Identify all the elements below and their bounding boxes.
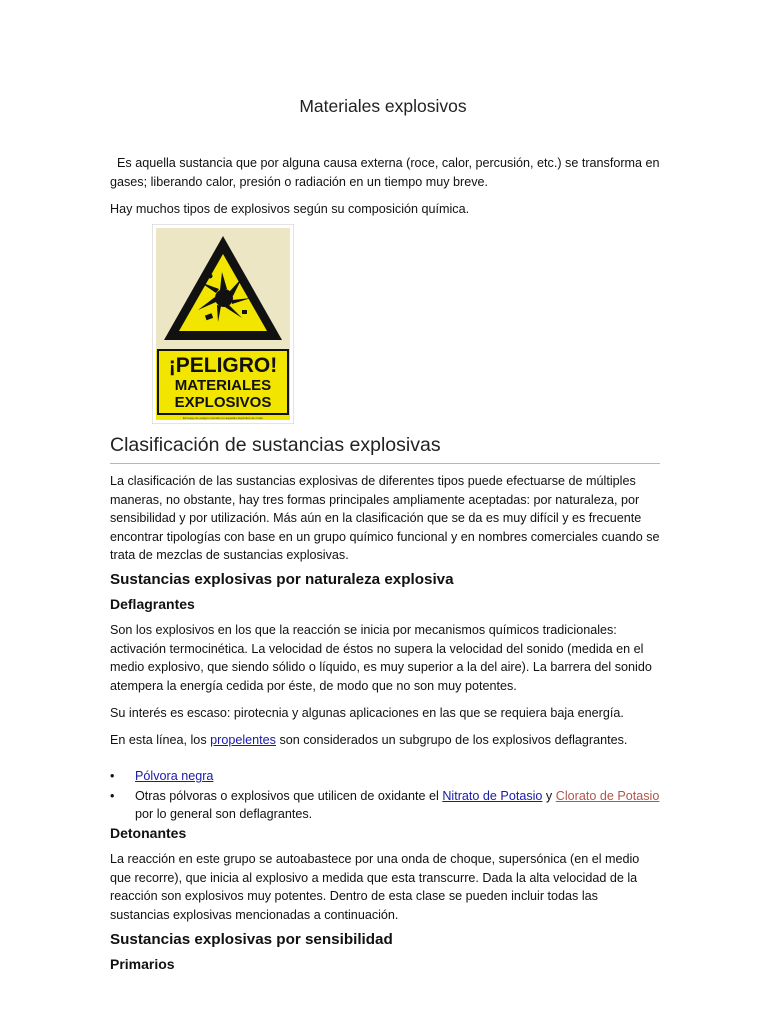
text-segment: son considerados un subgrupo de los explosivos deflagrantes. <box>275 733 628 747</box>
intro-paragraph-2: Hay muchos tipos de explosivos según su composición química. <box>110 202 470 216</box>
text-segment: y <box>542 788 556 803</box>
link-polvora-negra[interactable]: Pólvora negra <box>135 769 214 783</box>
bullet-icon: • <box>110 788 115 803</box>
warning-sign-image <box>152 224 294 424</box>
sign-text-materiales: MATERIALES <box>174 377 272 394</box>
deflagrantes-paragraph: Son los explosivos en los que la reacción se inicia por mecanismos químicos tradicionales: activación termocinética. La velocidad de éstos no supera la velocidad del sonido (medida en el medio explosivo, que siendo sólido o líquido, es muy superior a la del aire). La barrera del sonido atempera la energía cedida por éste, de modo que no son muy potentes. <box>110 623 652 693</box>
deflagrantes-list <box>110 767 663 824</box>
list-item <box>110 767 660 786</box>
deflagrantes-paragraph-3 <box>110 731 660 750</box>
heading-detonantes: Detonantes <box>110 825 187 841</box>
text-segment: Otras pólvoras o explosivos que utilicen de oxidante el <box>135 788 443 803</box>
link-nitrato-de-potasio[interactable]: Nitrato de Potasio <box>442 788 543 803</box>
danger-explosives-sign <box>152 224 294 424</box>
section-paragraph: La clasificación de las sustancias explosivas de diferentes tipos puede efectuarse de múltiples maneras, no obstante, hay tres formas principales ampliamente aceptadas: por naturaleza, por sensibilidad y por utilización. Más aún en la clasificación que se da es muy difícil y es frecuente encontrar tipologías con base en un grupo químico funcional y en nombres comerciales cuando se trata de mezclas de sustancias explosivas. <box>110 474 660 563</box>
bullet-icon: • <box>110 769 115 783</box>
intro-paragraph: Es aquella sustancia que por alguna causa externa (roce, calor, percusión, etc.) se transforma en gases; liberando calor, presión o radiación en un tiempo muy breve. <box>110 156 664 189</box>
document-title: Materiales explosivos <box>299 96 467 116</box>
subsection-heading-naturaleza: Sustancias explosivas por naturaleza explosiva <box>110 571 454 588</box>
text-segment: por lo general son deflagrantes. <box>135 788 663 822</box>
sign-fine-print: El riesgo de peligro incendio en aquellas depósitos de crudo <box>182 416 264 420</box>
link-propelentes[interactable]: propelentes <box>210 733 276 747</box>
sign-text-peligro: ¡PELIGRO! <box>168 354 278 377</box>
sign-text-explosivos: EXPLOSIVOS <box>174 394 272 411</box>
detonantes-paragraph: La reacción en este grupo se autoabastece por una onda de choque, supersónica (en el medio que recorre), que inicia al explosivo a medida que esta transcurre. Dada la alta velocidad de la reacción son explosivos muy potentes. Dentro de esta clase se pueden incluir todas las sustancias explosivas mencionadas a continuación. <box>110 852 640 922</box>
section-heading: Clasificación de sustancias explosivas <box>110 434 660 464</box>
text-segment: En esta línea, los <box>110 733 211 747</box>
heading-primarios: Primarios <box>110 956 175 972</box>
heading-deflagrantes: Deflagrantes <box>110 596 195 612</box>
link-clorato-de-potasio[interactable]: Clorato de Potasio <box>555 788 660 803</box>
list-item <box>110 787 663 824</box>
deflagrantes-paragraph-2: Su interés es escaso: pirotecnia y algunas aplicaciones en las que se requiera baja energía. <box>110 706 624 720</box>
subsection-heading-sensibilidad: Sustancias explosivas por sensibilidad <box>110 931 393 948</box>
